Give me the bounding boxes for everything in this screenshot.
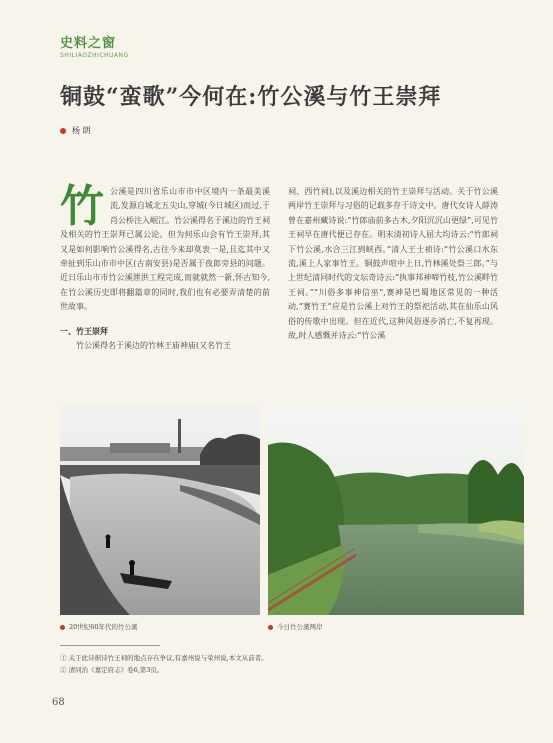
footnote-2: ② 清同治《嘉定府志》卷6,第3页。 <box>60 666 164 674</box>
photo-caption-left <box>60 622 138 631</box>
intro-paragraph: 公溪是四川省乐山市市中区境内一条最美溪流,发源自城北五尖山,穿城(今日城区)而过,于肖公桥注入岷江。竹公溪得名于溪边的竹王祠及相关的竹王崇拜已属公论。但为何乐山会有竹王崇拜,其又是如何影响竹公溪得名,古往今来却莫衷一是,且迄其中又牵扯到乐山市市中区(古南安县)是否属于夜郎旁县的问题。近日乐山市市竹公溪泄洪工程完成,而就就然一新,怀古知今,在竹公溪历史即将翻篇章的同时,我们也有必要弄清楚的前世故事。 <box>60 187 270 312</box>
article-title: 铜鼓“蛮歌”今何在:竹公溪与竹王崇拜 <box>60 84 442 110</box>
drop-cap: 竹 <box>60 181 104 232</box>
caption-text: 今日竹公溪两岸 <box>277 623 323 631</box>
modern-photo-image <box>268 405 524 615</box>
body-paragraph: 竹公溪得名于溪边的竹林王庙神庙(又名竹王 <box>76 341 232 351</box>
footnotes <box>60 652 268 676</box>
bullet-icon <box>60 128 66 134</box>
author-name: 杨 朗 <box>72 126 91 135</box>
subsection-heading: 一、竹王崇拜 <box>60 326 108 336</box>
modern-photo <box>268 405 524 615</box>
body-paragraph-right: 祠、西竹祠),以及溪边相关的竹王崇拜与活动。关于竹公溪两岸竹王崇拜与习俗的记载多存于诗文中。唐代女诗人薛涛曾在嘉州藏诗说:“竹郎庙前多古木,夕阳沉沉山更绿”,可见竹王祠早在唐代便已存在。明末清初诗人屈大均诗云:“竹郎祠下竹公溪,水合三江到峡西。”清人王士祯诗:“竹公溪口水东流,溪上人家事竹王。铜鼓声喧中上日,竹林溪处祭三郎。”与上世纪清同时代的文坛奇诗云:“执事邦神啼竹枝,竹公溪畔竹王祠。”“川俗多事神信巫”,赛神是巴蜀地区常见的一种活动,“赛竹王”应是竹公溪上对竹王的祭祀活动,其在仙乐山风俗的传歌中出现。但在近代,这种风俗逐步消亡,不复再现。故,时人感慨并诗云:“竹公溪 <box>288 187 498 341</box>
author-line <box>60 125 91 136</box>
bullet-icon <box>268 625 273 630</box>
section-title: 史料之窗 <box>60 36 117 51</box>
footnote-1: ① 关于此诗据诗竹王祠的地点存在争议,有嘉州说与荣州说,本文从前者。 <box>60 654 268 662</box>
text-column-left <box>60 181 270 353</box>
section-subtitle: SHILIAOZHICHUANG <box>60 52 129 59</box>
text-column-right <box>288 185 498 343</box>
bullet-icon <box>60 625 65 630</box>
historical-photo <box>60 405 260 615</box>
caption-text: 20世纪60年代的竹公溪 <box>69 623 138 631</box>
footnote-divider <box>60 645 160 646</box>
photo-caption-right <box>268 622 323 631</box>
section-header <box>60 32 129 59</box>
page-number: 68 <box>52 697 65 708</box>
historical-photo-image <box>60 405 260 615</box>
